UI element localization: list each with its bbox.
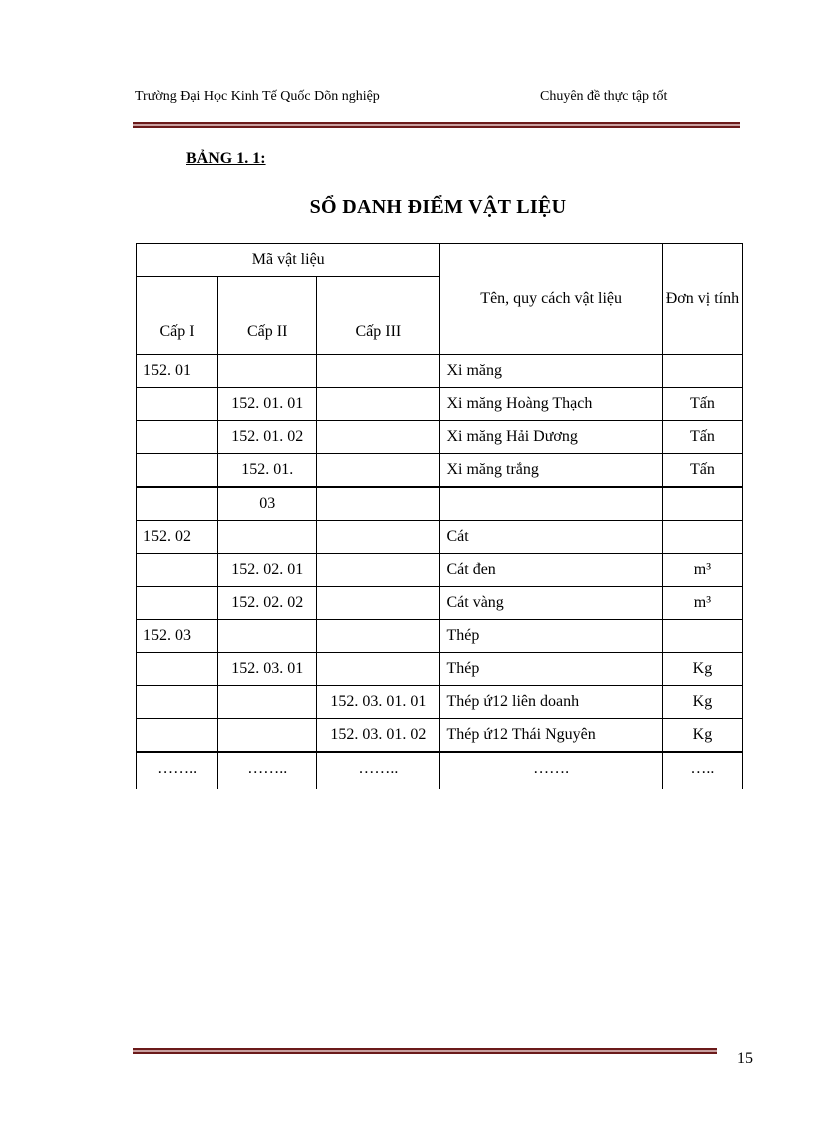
cell-level-1: 152. 01 (137, 355, 218, 388)
header-level-3: Cấp III (317, 277, 440, 355)
cell-level-1 (137, 587, 218, 620)
cell-name: Thép ứ12 liên doanh (440, 686, 662, 719)
cell-unit: Tấn (662, 388, 742, 421)
cell-level-2: 152. 03. 01 (218, 653, 317, 686)
cell-level-3 (317, 355, 440, 388)
document-title-text: SỔ DANH ĐIỂM VẬT LIỆU (309, 196, 567, 218)
header-rule (133, 122, 740, 128)
cell-level-1: …….. (137, 752, 218, 789)
table-row (137, 719, 743, 753)
cell-level-3 (317, 587, 440, 620)
cell-level-2 (218, 719, 317, 753)
cell-unit (662, 620, 742, 653)
cell-name (440, 487, 662, 521)
table-row (137, 554, 743, 587)
cell-level-2 (218, 521, 317, 554)
table-row (137, 454, 743, 488)
cell-level-2: …….. (218, 752, 317, 789)
header-report-title: Chuyên đề thực tập tốt (540, 89, 668, 104)
header-school-name: Trường Đại Học Kinh Tế Quốc Dõn nghiệp (135, 89, 380, 104)
table-row (137, 587, 743, 620)
cell-level-2 (218, 620, 317, 653)
table-row (137, 620, 743, 653)
document-title (0, 196, 816, 219)
cell-name: Cát đen (440, 554, 662, 587)
table-row (137, 686, 743, 719)
cell-level-3 (317, 388, 440, 421)
cell-level-2: 152. 01. 01 (218, 388, 317, 421)
cell-level-3 (317, 620, 440, 653)
cell-level-1 (137, 686, 218, 719)
table-row (137, 487, 743, 521)
table-row (137, 388, 743, 421)
cell-name: Xi măng trắng (440, 454, 662, 488)
footer-rule (133, 1048, 717, 1054)
cell-level-1: 152. 02 (137, 521, 218, 554)
cell-unit: m³ (662, 554, 742, 587)
cell-level-3 (317, 554, 440, 587)
table-row (137, 653, 743, 686)
cell-name: Thép (440, 653, 662, 686)
cell-level-2 (218, 686, 317, 719)
cell-level-2: 152. 02. 02 (218, 587, 317, 620)
cell-level-3: …….. (317, 752, 440, 789)
cell-level-1 (137, 653, 218, 686)
cell-unit: Kg (662, 686, 742, 719)
cell-level-1 (137, 719, 218, 753)
cell-name: ……. (440, 752, 662, 789)
cell-unit (662, 355, 742, 388)
cell-name: Xi măng Hoàng Thạch (440, 388, 662, 421)
cell-level-3 (317, 421, 440, 454)
cell-level-1: 152. 03 (137, 620, 218, 653)
cell-level-1 (137, 388, 218, 421)
cell-unit: Tấn (662, 421, 742, 454)
table-row (137, 421, 743, 454)
header-unit: Đơn vị tính (662, 244, 742, 355)
cell-level-2: 152. 01. 02 (218, 421, 317, 454)
cell-level-3 (317, 653, 440, 686)
table-label: BẢNG 1. 1: (186, 150, 266, 167)
cell-name: Xi măng Hải Dương (440, 421, 662, 454)
cell-name: Xi măng (440, 355, 662, 388)
cell-name: Thép ứ12 Thái Nguyên (440, 719, 662, 753)
table-row (137, 355, 743, 388)
cell-level-2 (218, 355, 317, 388)
table-row (137, 752, 743, 789)
cell-unit: Kg (662, 719, 742, 753)
cell-name: Thép (440, 620, 662, 653)
cell-level-3: 152. 03. 01. 02 (317, 719, 440, 753)
cell-level-3 (317, 487, 440, 521)
materials-table (136, 243, 743, 789)
cell-level-1 (137, 487, 218, 521)
cell-unit: Tấn (662, 454, 742, 488)
cell-level-3 (317, 521, 440, 554)
cell-unit (662, 487, 742, 521)
cell-level-2: 152. 02. 01 (218, 554, 317, 587)
cell-level-1 (137, 454, 218, 488)
header-level-1: Cấp I (137, 277, 218, 355)
header-material-name: Tên, quy cách vật liệu (440, 244, 662, 355)
cell-level-3: 152. 03. 01. 01 (317, 686, 440, 719)
cell-level-1 (137, 554, 218, 587)
cell-name: Cát vàng (440, 587, 662, 620)
table-row (137, 521, 743, 554)
cell-level-3 (317, 454, 440, 488)
cell-unit: m³ (662, 587, 742, 620)
cell-unit (662, 521, 742, 554)
cell-level-2: 03 (218, 487, 317, 521)
cell-level-2: 152. 01. (218, 454, 317, 488)
header-material-code: Mã vật liệu (137, 244, 440, 277)
cell-unit: ….. (662, 752, 742, 789)
header-level-2: Cấp II (218, 277, 317, 355)
cell-name: Cát (440, 521, 662, 554)
cell-level-1 (137, 421, 218, 454)
cell-unit: Kg (662, 653, 742, 686)
page-number: 15 (737, 1050, 753, 1067)
